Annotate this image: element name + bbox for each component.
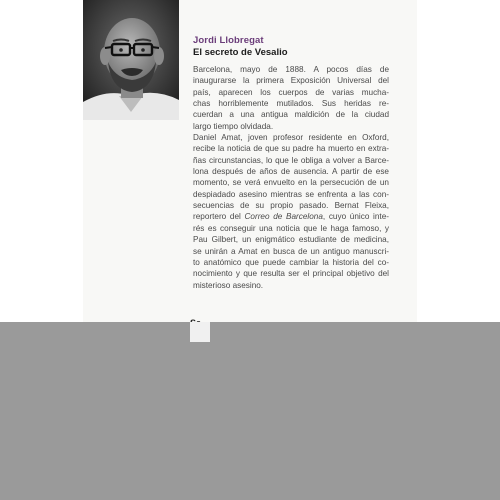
synopsis-line: largo tiempo olvidada. xyxy=(193,121,274,131)
author-name: Jordi Llobregat xyxy=(193,35,264,46)
synopsis-line: misterioso asesino. xyxy=(193,280,264,290)
synopsis-line: Daniel Amat, joven profesor residente en Oxford, xyxy=(193,133,389,143)
synopsis-line: despiadado asesino mientras se enfrenta a las con- xyxy=(193,189,389,199)
gray-overlay-band xyxy=(0,322,500,500)
synopsis-line: cuerdan a una antigua maldición de la ciudad xyxy=(193,110,389,120)
synopsis-line: ñas circunstancias, lo que le obliga a volver a Barce- xyxy=(193,155,389,165)
synopsis-line: país, aparecen los cuerpos de varias mucha- xyxy=(193,87,389,97)
book-title: El secreto de Vesalio xyxy=(193,47,288,58)
synopsis-line: lona después de años de ausencia. A partir de ese xyxy=(193,167,389,177)
synopsis-line: Pau Gilbert, un enigmático estudiante de medicina, xyxy=(193,235,389,245)
synopsis-line: reportero del Correo de Barcelona, cuyo único inte- xyxy=(193,212,389,222)
author-portrait-image xyxy=(83,0,179,120)
synopsis-line: momento, se verá envuelto en la persecución de un xyxy=(193,178,389,188)
overlay-notch xyxy=(190,322,210,342)
synopsis-line: rés es conseguir una noticia que le haga famoso, y xyxy=(193,223,389,233)
author-photo xyxy=(83,0,179,120)
synopsis-line: chas horriblemente mutilados. Sus heridas re- xyxy=(193,99,389,109)
synopsis-line: inaugurarse la primera Exposición Universal del xyxy=(193,76,389,86)
synopsis-line: recibe la noticia de que su padre ha muerto en extra- xyxy=(193,144,389,154)
synopsis-line: secuencias de su propio pasado. Bernat Fleixa, xyxy=(193,201,389,211)
synopsis-line: nocimiento y que resulta ser el principal objetivo del xyxy=(193,269,389,279)
synopsis-line: Barcelona, mayo de 1888. A pocos días de xyxy=(193,65,389,74)
synopsis-line: se unirán a Amat en busca de un antiguo manuscri- xyxy=(193,246,389,256)
synopsis-line: to anatómico que puede cambiar la historia del co- xyxy=(193,257,389,267)
synopsis-text xyxy=(193,64,389,291)
newspaper-name: Correo de Barcelona xyxy=(244,212,323,222)
